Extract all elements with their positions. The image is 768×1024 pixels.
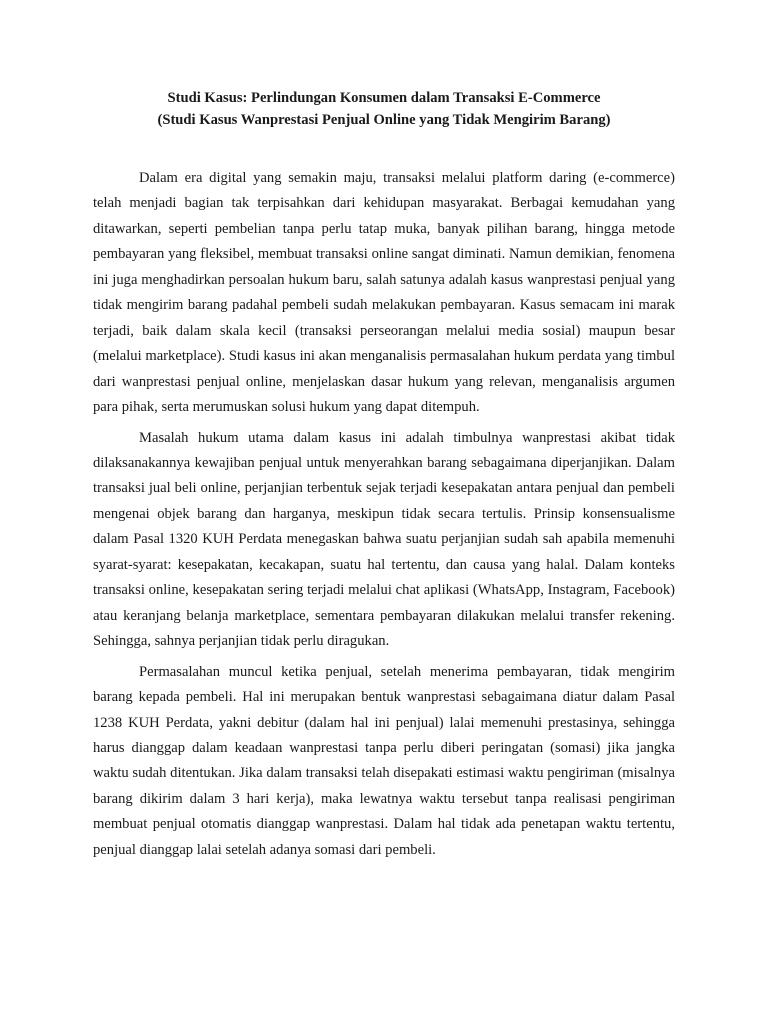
document-subtitle: (Studi Kasus Wanprestasi Penjual Online yang Tidak Mengirim Barang) xyxy=(157,112,611,128)
paragraph-2: Masalah hukum utama dalam kasus ini adalah timbulnya wanprestasi akibat tidak dilaksanakannya kewajiban penjual untuk menyerahkan barang sebagaimana diperjanjikan. Dalam transaksi jual beli online, perjanjian terbentuk sejak terjadi kesepakatan antara penjual dan pembeli mengenai objek barang dan harganya, meskipun tidak secara tertulis. Prinsip konsensualisme dalam Pasal 1320 KUH Perdata menegaskan bahwa suatu perjanjian sudah sah apabila memenuhi syarat-syarat: kesepakatan, kecakapan, suatu hal tertentu, dan causa yang halal. Dalam konteks transaksi online, kesepakatan sering terjadi melalui chat aplikasi (WhatsApp, Instagram, Facebook) atau keranjang belanja marketplace, sementara pembayaran dilakukan melalui transfer rekening. Sehingga, sahnya perjanjian tidak perlu diragukan. xyxy=(93,429,675,650)
title-block xyxy=(93,87,675,131)
document-title: Studi Kasus: Perlindungan Konsumen dalam Transaksi E-Commerce xyxy=(167,90,601,106)
document-body xyxy=(93,166,675,868)
paragraph-1: Dalam era digital yang semakin maju, transaksi melalui platform daring (e-commerce) telah menjadi bagian tak terpisahkan dari kehidupan masyarakat. Berbagai kemudahan yang ditawarkan, seperti pembelian tanpa perlu tatap muka, banyak pilihan barang, hingga metode pembayaran yang fleksibel, membuat transaksi online sangat diminati. Namun demikian, fenomena ini juga menghadirkan persoalan hukum baru, salah satunya adalah kasus wanprestasi penjual yang tidak mengirim barang padahal pembeli sudah melakukan pembayaran. Kasus semacam ini marak terjadi, baik dalam skala kecil (transaksi perseorangan melalui media sosial) maupun besar (melalui marketplace). Studi kasus ini akan menganalisis permasalahan hukum perdata yang timbul dari wanprestasi penjual online, menjelaskan dasar hukum yang relevan, menganalisis argumen para pihak, serta merumuskan solusi hukum yang dapat ditempuh. xyxy=(93,170,675,416)
paragraph-3: Permasalahan muncul ketika penjual, setelah menerima pembayaran, tidak mengirim barang kepada pembeli. Hal ini merupakan bentuk wanprestasi sebagaimana diatur dalam Pasal 1238 KUH Perdata, yakni debitur (dalam hal ini penjual) lalai memenuhi prestasinya, sehingga harus dianggap dalam keadaan wanprestasi tanpa perlu diberi peringatan (somasi) jika jangka waktu sudah ditentukan. Jika dalam transaksi telah disepakati estimasi waktu pengiriman (misalnya barang dikirim dalam 3 hari kerja), maka lewatnya waktu tersebut tanpa realisasi pengiriman membuat penjual otomatis dianggap wanprestasi. Dalam hal tidak ada penetapan waktu tertentu, penjual dianggap lalai setelah adanya somasi dari pembeli. xyxy=(93,663,675,858)
